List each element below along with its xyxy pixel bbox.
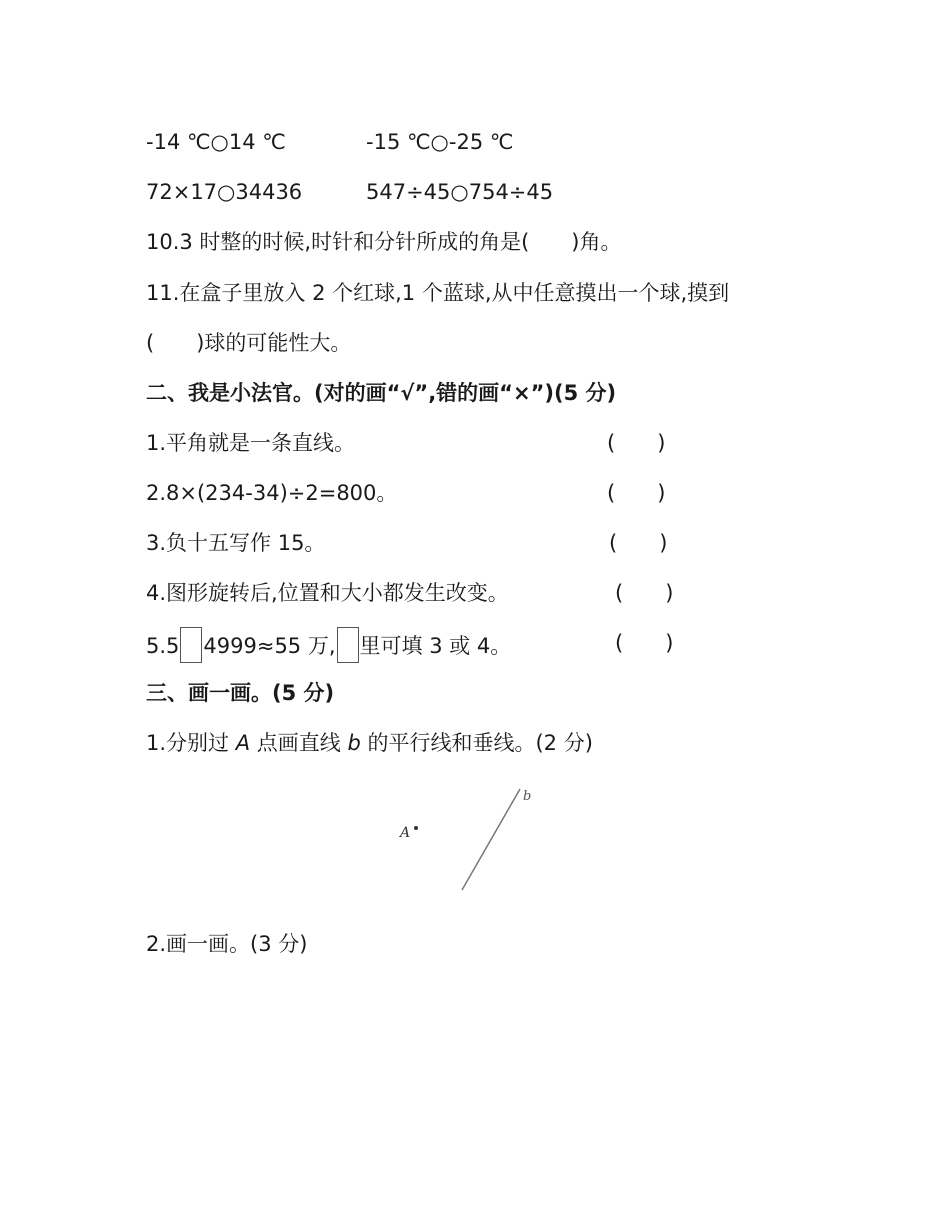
- question-11-line-2: ( )球的可能性大。: [146, 331, 352, 355]
- answer-paren: ( ): [615, 581, 674, 605]
- blank-box: [180, 627, 202, 663]
- question-text: 1.分别过: [146, 731, 236, 755]
- question-10: 10.3 时整的时候,时针和分针所成的角是( )角。: [146, 230, 622, 254]
- compare-item: 547÷45○754÷45: [366, 180, 554, 204]
- question-11-line-1: 11.在盒子里放入 2 个红球,1 个蓝球,从中任意摸出一个球,摸到: [146, 281, 730, 305]
- question-text: 的平行线和垂线。(2 分): [360, 731, 593, 755]
- compare-item: 72×17○34436: [146, 180, 303, 204]
- judge-item-4: 4.图形旋转后,位置和大小都发生改变。: [146, 581, 509, 605]
- draw-question-2: 2.画一画。(3 分): [146, 932, 308, 956]
- point-label: A: [235, 731, 251, 755]
- section-3-heading: 三、画一画。(5 分): [146, 681, 335, 705]
- answer-paren: ( ): [615, 631, 674, 655]
- section-2-heading: 二、我是小法官。(对的画“√”,错的画“×”)(5 分): [146, 381, 617, 405]
- compare-row-2-right: [366, 178, 553, 206]
- figure-line-label: b: [523, 789, 532, 804]
- compare-item: -15 ℃○-25 ℃: [366, 130, 514, 154]
- judge-item-5: [146, 629, 511, 665]
- judge-item-3: 3.负十五写作 15。: [146, 531, 326, 555]
- line-b: [462, 789, 520, 890]
- question-text: 点画直线: [250, 731, 348, 755]
- judge-item-5-part: 5.5: [146, 634, 180, 658]
- compare-row-1-right: [366, 128, 513, 156]
- point-a-dot: [414, 826, 418, 830]
- figure-point-label: A: [400, 825, 411, 841]
- answer-paren: ( ): [607, 431, 666, 455]
- judge-item-2: 2.8×(234-34)÷2=800。: [146, 481, 398, 505]
- judge-item-5-part: 4999≈55 万,: [203, 634, 336, 658]
- compare-row-2: [146, 178, 302, 206]
- compare-item: -14 ℃○14 ℃: [146, 130, 286, 154]
- compare-row-1: [146, 128, 286, 156]
- draw-question-1: [146, 729, 593, 757]
- figure-point-line: [390, 780, 550, 900]
- judge-item-5-part: 里可填 3 或 4。: [359, 634, 512, 658]
- answer-paren: ( ): [609, 531, 668, 555]
- blank-box: [337, 627, 359, 663]
- answer-paren: ( ): [607, 481, 666, 505]
- judge-item-1: 1.平角就是一条直线。: [146, 431, 356, 455]
- line-label: b: [347, 731, 361, 755]
